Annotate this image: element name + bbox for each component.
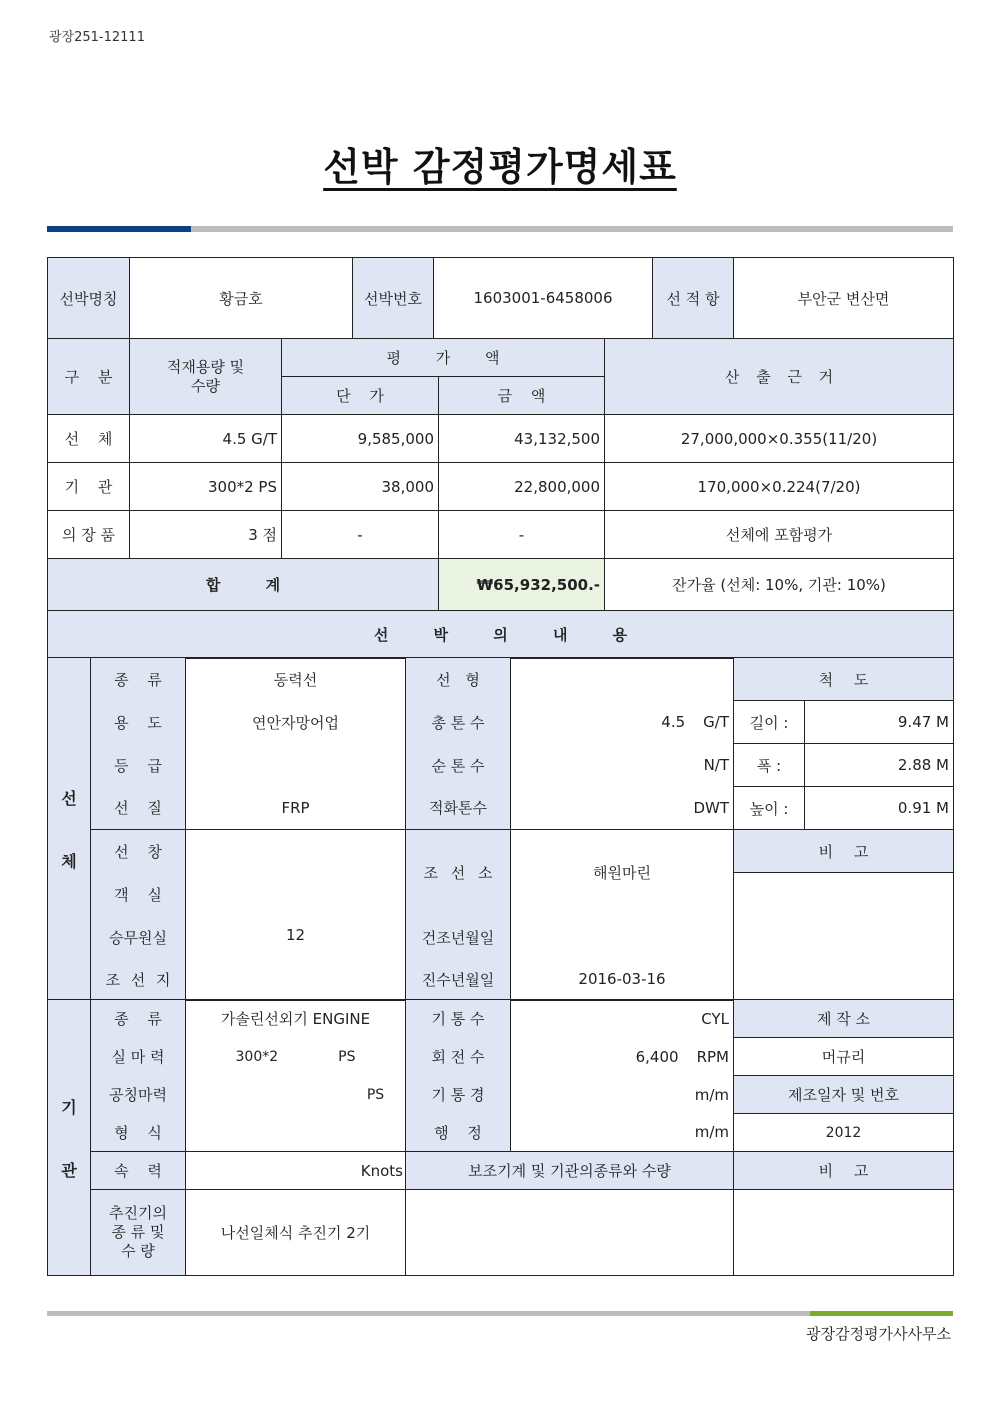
row-amount: - [439,511,605,559]
row-unit-price: 9,585,000 [282,415,439,463]
height-value: 0.91 M [805,787,954,830]
document-number: 광장251-12111 [49,30,145,45]
width-label: 폭 : [734,744,805,787]
hull-type-label: 종 류 [91,658,186,701]
maker-value: 머규리 [734,1038,954,1076]
hull-use-value: 연안자망어업 [186,701,406,744]
engine-form-label: 형 식 [91,1114,186,1152]
gross-tonnage-value: 4.5 G/T [511,701,734,744]
auxiliary-machinery-value [406,1190,734,1276]
width-value: 2.88 M [805,744,954,787]
row-amount: 22,800,000 [439,463,605,511]
row-basis: 27,000,000×0.355(11/20) [605,415,954,463]
maker-label: 제 작 소 [734,1000,954,1038]
row-unit-price: 38,000 [282,463,439,511]
hull-use-label: 용 도 [91,701,186,744]
gross-tonnage-label: 총 톤 수 [406,701,511,744]
total-row [48,559,954,611]
engine-form-value [186,1114,406,1152]
manufacture-value: 2012 [734,1114,954,1152]
office-name: 광장감정평가사사무소 [806,1325,951,1343]
hull-grade-label: 등 급 [91,744,186,787]
appraisal-header: 평 가 액 [282,339,605,377]
hull-material-value: FRP [186,787,406,830]
hull-type-value: 동력선 [186,658,406,701]
launch-date-label: 진수년월일 [406,959,511,1001]
engine-table [47,999,954,1276]
row-capacity: 4.5 G/T [130,415,282,463]
row-unit-price: - [282,511,439,559]
nominal-power-unit: PS [186,1076,406,1114]
ship-name-label: 선박명칭 [48,258,130,339]
net-tonnage-unit: N/T [511,744,734,787]
engine-type-value: 가솔린선외기 ENGINE [186,1000,406,1038]
row-basis: 170,000×0.224(7/20) [605,463,954,511]
footer-divider [47,1311,953,1316]
row-capacity: 300*2 PS [130,463,282,511]
auxiliary-machinery-label: 보조기계 및 기관의종류와 수량 [406,1152,734,1190]
hull-material-label: 선 질 [91,787,186,830]
amount-header: 금 액 [439,377,605,415]
cylinder-count-label: 기 통 수 [406,1000,511,1038]
hold-label: 선 창 [91,830,186,873]
engine-type-label: 종 류 [91,1000,186,1038]
engine-remark-value [734,1190,954,1276]
valuation-table [47,257,954,339]
cylinder-count-unit: CYL [511,1000,734,1038]
shipyard-value: 해원마린 [511,830,734,916]
build-location-label: 조 선 지 [91,959,186,1001]
crew-capacity-value: 12 [186,830,406,1001]
cabin-label: 객 실 [91,873,186,916]
row-label: 기 관 [48,463,130,511]
row-capacity: 3 점 [130,511,282,559]
build-date-value [511,916,734,959]
engine-remark-label: 비 고 [734,1152,954,1190]
ship-name-value: 황금호 [130,258,353,339]
table-row [48,415,954,463]
hull-remark-value [734,873,954,1001]
home-port-value: 부안군 변산면 [734,258,954,339]
actual-power-value: 300*2 PS [186,1038,406,1076]
hull-table [47,657,954,1001]
category-header: 구 분 [48,339,130,415]
rpm-value: 6,400 RPM [511,1038,734,1076]
page-title: 선박 감정평가명세표 [323,145,677,189]
launch-date-value: 2016-03-16 [511,959,734,1001]
speed-label: 속 력 [91,1152,186,1190]
propulsion-label: 추진기의 종 류 및 수 량 [91,1190,186,1276]
ship-number-label: 선박번호 [353,258,434,339]
length-label: 길이 : [734,701,805,744]
dimensions-header: 척 도 [734,658,954,701]
deadweight-unit: DWT [511,787,734,830]
row-label: 선 체 [48,415,130,463]
table-row [48,511,954,559]
row-label: 의 장 품 [48,511,130,559]
manufacture-label: 제조일자 및 번호 [734,1076,954,1114]
total-value: ₩65,932,500.- [439,559,605,611]
net-tonnage-label: 순 톤 수 [406,744,511,787]
total-label: 합 계 [48,559,439,611]
stroke-label: 행 정 [406,1114,511,1152]
home-port-label: 선 적 항 [653,258,734,339]
build-date-label: 건조년월일 [406,916,511,959]
crew-room-label: 승무원실 [91,916,186,959]
header-divider [47,226,953,232]
hull-remark-label: 비 고 [734,830,954,873]
length-value: 9.47 M [805,701,954,744]
hull-shape-value [511,658,734,701]
row-basis: 선체에 포함평가 [605,511,954,559]
ship-contents-title: 선 박 의 내 용 [48,611,954,659]
bore-unit: m/m [511,1076,734,1114]
stroke-unit: m/m [511,1114,734,1152]
actual-power-label: 실 마 력 [91,1038,186,1076]
basis-header: 산 출 근 거 [605,339,954,415]
unit-price-header: 단 가 [282,377,439,415]
rpm-label: 회 전 수 [406,1038,511,1076]
hull-side-label: 선 체 [48,658,91,1001]
deadweight-label: 적화톤수 [406,787,511,830]
table-row [48,463,954,511]
hull-shape-label: 선 형 [406,658,511,701]
hull-grade-value [186,744,406,787]
row-amount: 43,132,500 [439,415,605,463]
nominal-power-label: 공칭마력 [91,1076,186,1114]
bore-label: 기 통 경 [406,1076,511,1114]
shipyard-label: 조 선 소 [406,830,511,916]
ship-number-value: 1603001-6458006 [434,258,653,339]
engine-side-label: 기 관 [48,1000,91,1276]
capacity-header: 적재용량 및 수량 [130,339,282,415]
speed-unit: Knots [186,1152,406,1190]
propulsion-value: 나선일체식 추진기 2기 [186,1190,406,1276]
appraisal-table [47,338,954,659]
residual-rate-note: 잔가율 (선체: 10%, 기관: 10%) [605,559,954,611]
height-label: 높이 : [734,787,805,830]
